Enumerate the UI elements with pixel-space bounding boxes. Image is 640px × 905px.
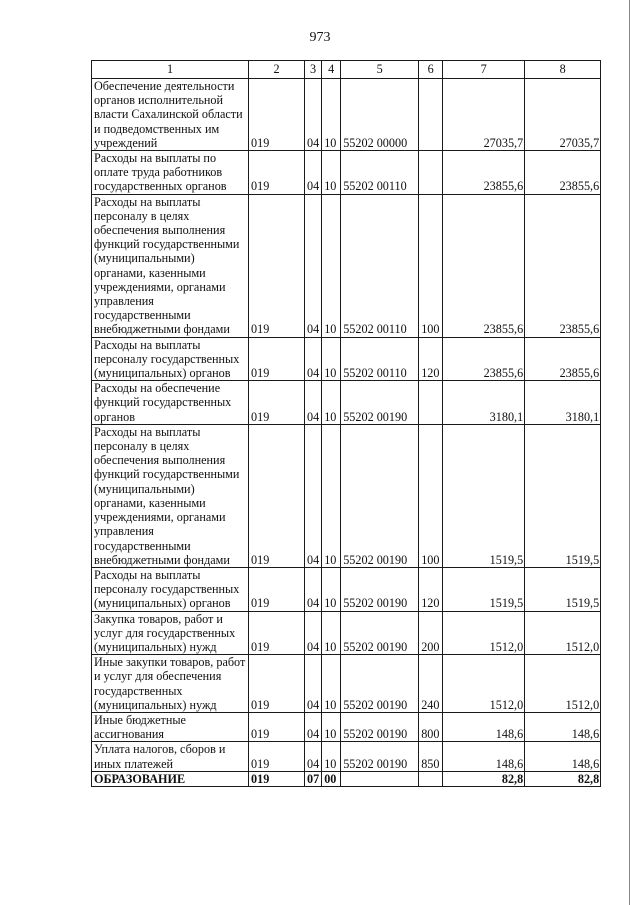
row-subsection-cell: 10	[322, 424, 341, 567]
table-row	[92, 151, 601, 195]
table-row	[92, 567, 601, 611]
row-amount-cell: 148,6	[525, 742, 601, 771]
table-row	[92, 655, 601, 713]
row-amount-cell: 1519,5	[443, 567, 525, 611]
row-name-cell: Закупка товаров, работ и услуг для государственных (муниципальных) нужд	[92, 611, 249, 655]
row-code-cell: 019	[249, 712, 305, 741]
page-number: 973	[309, 30, 331, 45]
row-section-cell: 07	[305, 771, 322, 786]
row-code-cell: 019	[249, 337, 305, 381]
header-cell: 4	[322, 61, 341, 79]
row-subsection-cell: 10	[322, 567, 341, 611]
row-target-cell: 55202 00110	[341, 337, 419, 381]
row-code-cell: 019	[249, 381, 305, 425]
row-section-cell: 04	[305, 742, 322, 771]
row-code-cell: 019	[249, 771, 305, 786]
row-target-cell: 55202 00110	[341, 151, 419, 195]
row-amount-cell: 27035,7	[525, 79, 601, 151]
row-type-cell: 100	[419, 194, 443, 337]
row-subsection-cell: 10	[322, 79, 341, 151]
row-amount-cell: 3180,1	[443, 381, 525, 425]
row-code-cell: 019	[249, 424, 305, 567]
table-row	[92, 79, 601, 151]
row-target-cell: 55202 00190	[341, 611, 419, 655]
row-amount-cell: 1519,5	[443, 424, 525, 567]
row-subsection-cell: 10	[322, 381, 341, 425]
row-amount-cell: 148,6	[443, 712, 525, 741]
table-row	[92, 611, 601, 655]
row-amount-cell: 148,6	[443, 742, 525, 771]
scan-edge-line	[629, 0, 630, 905]
row-type-cell: 200	[419, 611, 443, 655]
row-target-cell: 55202 00190	[341, 712, 419, 741]
table-row	[92, 771, 601, 786]
header-cell: 8	[525, 61, 601, 79]
row-code-cell: 019	[249, 742, 305, 771]
row-section-cell: 04	[305, 567, 322, 611]
row-subsection-cell: 10	[322, 194, 341, 337]
row-type-cell	[419, 381, 443, 425]
row-amount-cell: 23855,6	[443, 337, 525, 381]
row-amount-cell: 82,8	[525, 771, 601, 786]
row-amount-cell: 1512,0	[443, 611, 525, 655]
row-type-cell: 850	[419, 742, 443, 771]
row-amount-cell: 148,6	[525, 712, 601, 741]
table-header-row	[92, 61, 601, 79]
row-type-cell	[419, 151, 443, 195]
row-code-cell: 019	[249, 655, 305, 713]
table-row	[92, 381, 601, 425]
table-row	[92, 424, 601, 567]
row-section-cell: 04	[305, 194, 322, 337]
row-type-cell: 100	[419, 424, 443, 567]
row-amount-cell: 1512,0	[525, 655, 601, 713]
row-amount-cell: 23855,6	[443, 194, 525, 337]
header-cell: 6	[419, 61, 443, 79]
row-target-cell: 55202 00000	[341, 79, 419, 151]
row-code-cell: 019	[249, 611, 305, 655]
row-amount-cell: 23855,6	[525, 337, 601, 381]
row-target-cell: 55202 00190	[341, 567, 419, 611]
row-target-cell	[341, 771, 419, 786]
row-name-cell: Расходы на обеспечение функций государственных органов	[92, 381, 249, 425]
row-type-cell: 240	[419, 655, 443, 713]
row-amount-cell: 1512,0	[525, 611, 601, 655]
row-section-cell: 04	[305, 337, 322, 381]
row-subsection-cell: 10	[322, 337, 341, 381]
row-section-cell: 04	[305, 79, 322, 151]
row-subsection-cell: 10	[322, 611, 341, 655]
row-target-cell: 55202 00110	[341, 194, 419, 337]
row-type-cell: 800	[419, 712, 443, 741]
row-name-cell: ОБРАЗОВАНИЕ	[92, 771, 249, 786]
table-row	[92, 712, 601, 741]
budget-table	[91, 60, 601, 787]
row-code-cell: 019	[249, 79, 305, 151]
row-name-cell: Расходы на выплаты персоналу в целях обеспечения выполнения функций государственными (муниципальными) органами, казенными учреждениями, органами управления государственными внебюджетными фондами	[92, 194, 249, 337]
row-section-cell: 04	[305, 151, 322, 195]
row-type-cell: 120	[419, 337, 443, 381]
row-code-cell: 019	[249, 151, 305, 195]
row-subsection-cell: 00	[322, 771, 341, 786]
table-row	[92, 742, 601, 771]
row-target-cell: 55202 00190	[341, 381, 419, 425]
row-subsection-cell: 10	[322, 742, 341, 771]
row-section-cell: 04	[305, 424, 322, 567]
row-name-cell: Обеспечение деятельности органов исполнительной власти Сахалинской области и подведомственных им учреждений	[92, 79, 249, 151]
row-amount-cell: 3180,1	[525, 381, 601, 425]
row-target-cell: 55202 00190	[341, 655, 419, 713]
row-amount-cell: 82,8	[443, 771, 525, 786]
row-type-cell: 120	[419, 567, 443, 611]
row-amount-cell: 27035,7	[443, 79, 525, 151]
header-cell: 7	[443, 61, 525, 79]
row-target-cell: 55202 00190	[341, 424, 419, 567]
row-name-cell: Расходы на выплаты персоналу государственных (муниципальных) органов	[92, 567, 249, 611]
row-name-cell: Расходы на выплаты по оплате труда работников государственных органов	[92, 151, 249, 195]
header-cell: 5	[341, 61, 419, 79]
header-cell: 3	[305, 61, 322, 79]
row-name-cell: Расходы на выплаты персоналу государственных (муниципальных) органов	[92, 337, 249, 381]
table-row	[92, 337, 601, 381]
row-name-cell: Иные закупки товаров, работ и услуг для обеспечения государственных (муниципальных) нужд	[92, 655, 249, 713]
row-amount-cell: 23855,6	[525, 194, 601, 337]
row-amount-cell: 1519,5	[525, 424, 601, 567]
row-section-cell: 04	[305, 655, 322, 713]
header-cell: 1	[92, 61, 249, 79]
row-section-cell: 04	[305, 611, 322, 655]
row-type-cell	[419, 79, 443, 151]
row-name-cell: Расходы на выплаты персоналу в целях обеспечения выполнения функций государственными (муниципальными) органами, казенными учреждениями, органами управления государственными внебюджетными фондами	[92, 424, 249, 567]
row-amount-cell: 23855,6	[443, 151, 525, 195]
row-subsection-cell: 10	[322, 712, 341, 741]
row-code-cell: 019	[249, 567, 305, 611]
header-cell: 2	[249, 61, 305, 79]
row-amount-cell: 1519,5	[525, 567, 601, 611]
row-amount-cell: 1512,0	[443, 655, 525, 713]
row-type-cell	[419, 771, 443, 786]
row-subsection-cell: 10	[322, 655, 341, 713]
row-target-cell: 55202 00190	[341, 742, 419, 771]
row-code-cell: 019	[249, 194, 305, 337]
row-name-cell: Иные бюджетные ассигнования	[92, 712, 249, 741]
table-row	[92, 194, 601, 337]
row-section-cell: 04	[305, 712, 322, 741]
row-subsection-cell: 10	[322, 151, 341, 195]
row-amount-cell: 23855,6	[525, 151, 601, 195]
row-section-cell: 04	[305, 381, 322, 425]
row-name-cell: Уплата налогов, сборов и иных платежей	[92, 742, 249, 771]
